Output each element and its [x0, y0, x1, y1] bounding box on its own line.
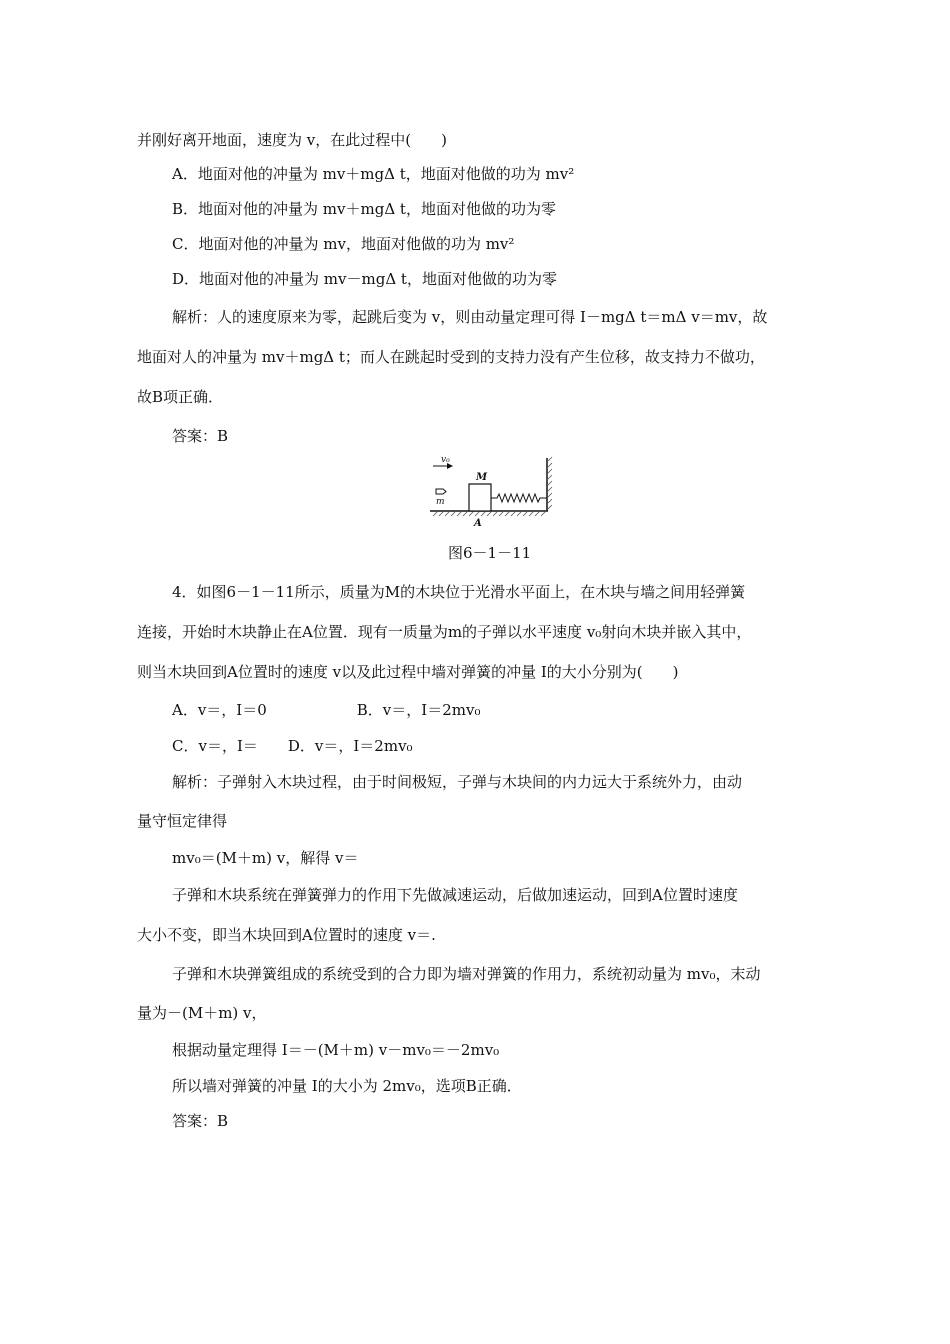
option-d: D．地面对他的冲量为 mv－mgΔ t，地面对他做的功为零 [172, 270, 557, 288]
answer: 答案：B [172, 1112, 229, 1130]
analysis-line: 故B项正确． [137, 388, 224, 406]
analysis-line: 子弹和木块弹簧组成的系统受到的合力即为墙对弹簧的作用力，系统初动量为 mv₀，末动 [172, 965, 761, 983]
spring [491, 494, 547, 502]
analysis-line: 量为－(M＋m) v， [137, 1004, 267, 1022]
spring-block-diagram [425, 452, 560, 532]
options-cd: C．v＝，I＝ D．v＝，I＝2mv₀ [172, 737, 413, 755]
bullet [436, 489, 446, 494]
option-b: B．地面对他的冲量为 mv＋mgΔ t，地面对他做的功为零 [172, 200, 556, 218]
analysis-line: 解析：子弹射入木块过程，由于时间极短，子弹与木块间的内力远大于系统外力，由动 [172, 773, 743, 791]
analysis-line: 大小不变，即当木块回到A位置时的速度 v＝. [137, 926, 436, 944]
analysis-line: 所以墙对弹簧的冲量 I的大小为 2mv₀，选项B正确． [172, 1077, 522, 1095]
equation-line: 根据动量定理得 I＝－(M＋m) v－mv₀＝－2mv₀ [172, 1041, 500, 1059]
analysis-line: 量守恒定律得 [137, 812, 228, 830]
question-line: 4．如图6－1－11所示，质量为M的木块位于光滑水平面上，在木块与墙之间用轻弹簧 [172, 583, 746, 601]
option-c: C．地面对他的冲量为 mv，地面对他做的功为 mv² [172, 235, 515, 253]
analysis-line: 子弹和木块系统在弹簧弹力的作用下先做减速运动，后做加速运动，回到A位置时速度 [172, 886, 738, 904]
label-M: M [476, 472, 488, 483]
analysis-line: 地面对人的冲量为 mv＋mgΔ t；而人在跳起时受到的支持力没有产生位移，故支持力不做功， [137, 348, 765, 366]
question-line: 则当木块回到A位置时的速度 v以及此过程中墙对弹簧的冲量 I的大小分别为( ) [137, 663, 679, 681]
analysis-line: 解析：人的速度原来为零，起跳后变为 v，则由动量定理可得 I－mgΔ t＝mΔ v＝mv，故 [172, 308, 768, 326]
text-line: 并刚好离开地面，速度为 v，在此过程中( ) [137, 131, 447, 149]
equation-line: mv₀＝(M＋m) v，解得 v＝ [172, 849, 359, 867]
options-ab: A．v＝，I＝0 B．v＝，I＝2mv₀ [172, 701, 481, 719]
answer: 答案：B [172, 427, 229, 445]
label-m: m [436, 497, 445, 507]
label-A: A [474, 518, 482, 529]
option-a: A．地面对他的冲量为 mv＋mgΔ t，地面对他做的功为 mv² [172, 165, 575, 183]
figure-caption: 图6－1－11 [448, 544, 532, 562]
question-line: 连接，开始时木块静止在A位置．现有一质量为m的子弹以水平速度 v₀射向木块并嵌入其中， [137, 623, 752, 641]
label-v0: v₀ [441, 455, 450, 465]
block-m [469, 484, 491, 511]
